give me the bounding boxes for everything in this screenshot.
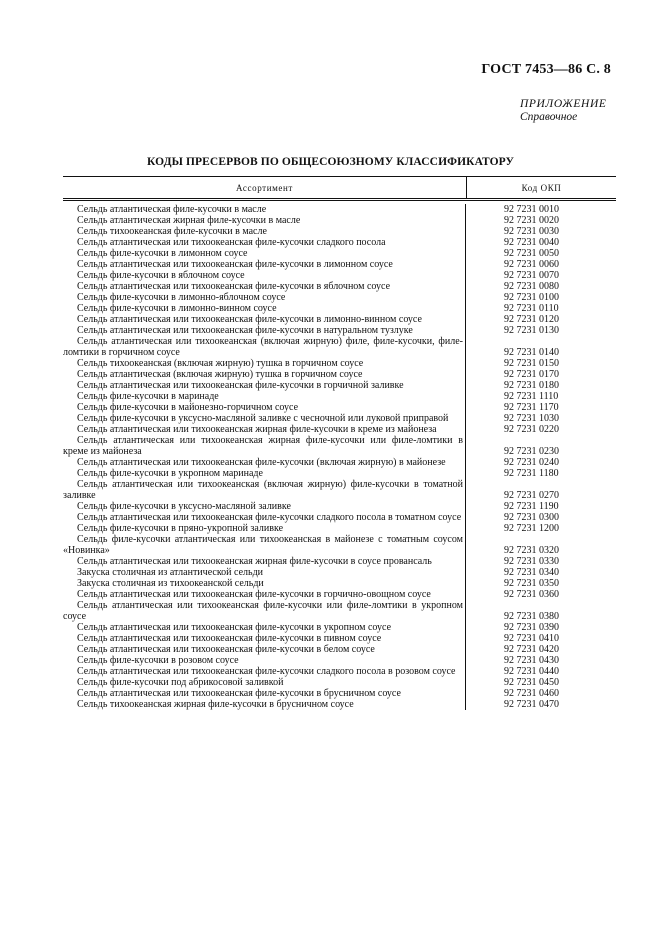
table-row bbox=[63, 303, 616, 314]
table-row bbox=[63, 523, 616, 534]
okp-code-cell: 92 7231 0010 bbox=[504, 204, 559, 215]
assortment-cell: Сельдь филе-кусочки в майонезно-горчичном соусе bbox=[63, 402, 466, 413]
table-row bbox=[63, 226, 616, 237]
table-row bbox=[63, 677, 616, 688]
okp-code-cell: 92 7231 1110 bbox=[504, 391, 559, 402]
table-row bbox=[63, 391, 616, 402]
table-row bbox=[63, 259, 616, 270]
okp-code-cell: 92 7231 1170 bbox=[504, 402, 559, 413]
assortment-cell: Сельдь атлантическая или тихоокеанская филе-кусочки в белом соусе bbox=[63, 644, 466, 655]
codes-table bbox=[63, 176, 616, 710]
table-row bbox=[63, 237, 616, 248]
table-row bbox=[63, 435, 616, 457]
assortment-cell: Сельдь атлантическая или тихоокеанская филе-кусочки (включая жирную) в майонезе bbox=[63, 457, 466, 468]
column-header-assortment: Ассортимент bbox=[63, 177, 467, 198]
assortment-cell: Сельдь атлантическая или тихоокеанская (включая жирную) филе-кусочки в томатной заливке bbox=[63, 479, 466, 501]
assortment-cell: Сельдь атлантическая жирная филе-кусочки в масле bbox=[63, 215, 466, 226]
assortment-cell: Сельдь атлантическая (включая жирную) тушка в горчичном соусе bbox=[63, 369, 466, 380]
assortment-cell: Сельдь филе-кусочки в лимонном соусе bbox=[63, 248, 466, 259]
assortment-cell: Сельдь атлантическая или тихоокеанская филе-кусочки сладкого посола bbox=[63, 237, 466, 248]
okp-code-cell: 92 7231 1030 bbox=[504, 413, 559, 424]
okp-code-cell: 92 7231 0350 bbox=[504, 578, 559, 589]
table-row bbox=[63, 501, 616, 512]
assortment-cell: Сельдь атлантическая или тихоокеанская жирная филе-кусочки в соусе провансаль bbox=[63, 556, 466, 567]
table-row bbox=[63, 655, 616, 666]
table-row bbox=[63, 248, 616, 259]
table-row bbox=[63, 325, 616, 336]
assortment-cell: Сельдь филе-кусочки в яблочном соусе bbox=[63, 270, 466, 281]
okp-code-cell: 92 7231 0270 bbox=[504, 490, 559, 501]
assortment-cell: Сельдь атлантическая или тихоокеанская филе-кусочки в натуральном тузлуке bbox=[63, 325, 466, 336]
assortment-cell: Сельдь филе-кусочки атлантическая или тихоокеанская в майонезе с томатным соусом «Новинка» bbox=[63, 534, 466, 556]
okp-code-cell: 92 7231 0450 bbox=[504, 677, 559, 688]
assortment-cell: Закуска столичная из тихоокеанской сельди bbox=[63, 578, 466, 589]
table-row bbox=[63, 270, 616, 281]
table-row bbox=[63, 468, 616, 479]
table-row bbox=[63, 699, 616, 710]
assortment-cell: Сельдь атлантическая или тихоокеанская жирная филе-кусочки или филе-ломтики в креме из майонеза bbox=[63, 435, 466, 457]
assortment-cell: Сельдь атлантическая или тихоокеанская филе-кусочки в пивном соусе bbox=[63, 633, 466, 644]
table-row bbox=[63, 413, 616, 424]
okp-code-cell: 92 7231 0470 bbox=[504, 699, 559, 710]
assortment-cell: Сельдь атлантическая или тихоокеанская филе-кусочки в лимонном соусе bbox=[63, 259, 466, 270]
table-row bbox=[63, 622, 616, 633]
table-row bbox=[63, 204, 616, 215]
okp-code-cell: 92 7231 0360 bbox=[504, 589, 559, 600]
table-row bbox=[63, 457, 616, 468]
okp-code-cell: 92 7231 0050 bbox=[504, 248, 559, 259]
okp-code-cell: 92 7231 0410 bbox=[504, 633, 559, 644]
okp-code-cell: 92 7231 0150 bbox=[504, 358, 559, 369]
okp-code-cell: 92 7231 0060 bbox=[504, 259, 559, 270]
okp-code-cell: 92 7231 0420 bbox=[504, 644, 559, 655]
page-reference: ГОСТ 7453—86 С. 8 bbox=[481, 62, 611, 77]
okp-code-cell: 92 7231 0100 bbox=[504, 292, 559, 303]
okp-code-cell: 92 7231 0020 bbox=[504, 215, 559, 226]
assortment-cell: Сельдь атлантическая филе-кусочки в масле bbox=[63, 204, 466, 215]
assortment-cell: Сельдь атлантическая или тихоокеанская жирная филе-кусочки в креме из майонеза bbox=[63, 424, 466, 435]
okp-code-cell: 92 7231 0440 bbox=[504, 666, 559, 677]
assortment-cell: Сельдь атлантическая или тихоокеанская филе-кусочки в лимонно-винном соусе bbox=[63, 314, 466, 325]
assortment-cell: Сельдь тихоокеанская (включая жирную) тушка в горчичном соусе bbox=[63, 358, 466, 369]
table-row bbox=[63, 589, 616, 600]
assortment-cell: Сельдь атлантическая или тихоокеанская (включая жирную) филе, филе-кусочки, филе-ломтики в горчичном соусе bbox=[63, 336, 466, 358]
table-row bbox=[63, 567, 616, 578]
assortment-cell: Сельдь тихоокеанская жирная филе-кусочки в брусничном соусе bbox=[63, 699, 466, 710]
okp-code-cell: 92 7231 0320 bbox=[504, 545, 559, 556]
okp-code-cell: 92 7231 0180 bbox=[504, 380, 559, 391]
table-row bbox=[63, 369, 616, 380]
okp-code-cell: 92 7231 0380 bbox=[504, 611, 559, 622]
okp-code-cell: 92 7231 1190 bbox=[504, 501, 559, 512]
document-title: КОДЫ ПРЕСЕРВОВ ПО ОБЩЕСОЮЗНОМУ КЛАССИФИКАТОРУ bbox=[146, 156, 515, 168]
assortment-cell: Сельдь атлантическая или тихоокеанская филе-кусочки в брусничном соусе bbox=[63, 688, 466, 699]
okp-code-cell: 92 7231 1200 bbox=[504, 523, 559, 534]
assortment-cell: Сельдь филе-кусочки в маринаде bbox=[63, 391, 466, 402]
okp-code-cell: 92 7231 0390 bbox=[504, 622, 559, 633]
table-row bbox=[63, 556, 616, 567]
assortment-cell: Сельдь филе-кусочки под абрикосовой заливкой bbox=[63, 677, 466, 688]
appendix-label-block bbox=[520, 98, 606, 124]
table-row bbox=[63, 578, 616, 589]
table-row bbox=[63, 666, 616, 677]
assortment-cell: Сельдь филе-кусочки в уксусно-масляной заливке bbox=[63, 501, 466, 512]
table-row bbox=[63, 215, 616, 226]
assortment-cell: Сельдь филе-кусочки в укропном маринаде bbox=[63, 468, 466, 479]
okp-code-cell: 92 7231 0080 bbox=[504, 281, 559, 292]
okp-code-cell: 92 7231 0330 bbox=[504, 556, 559, 567]
table-body bbox=[63, 201, 616, 710]
assortment-cell: Сельдь атлантическая или тихоокеанская филе-кусочки в укропном соусе bbox=[63, 622, 466, 633]
okp-code-cell: 92 7231 0120 bbox=[504, 314, 559, 325]
okp-code-cell: 92 7231 0140 bbox=[504, 347, 559, 358]
okp-code-cell: 92 7231 0460 bbox=[504, 688, 559, 699]
okp-code-cell: 92 7231 0110 bbox=[504, 303, 559, 314]
assortment-cell: Сельдь филе-кусочки в розовом соусе bbox=[63, 655, 466, 666]
assortment-cell: Сельдь филе-кусочки в лимонно-винном соусе bbox=[63, 303, 466, 314]
assortment-cell: Сельдь тихоокеанская филе-кусочки в масле bbox=[63, 226, 466, 237]
assortment-cell: Сельдь атлантическая или тихоокеанская филе-кусочки сладкого посола в розовом соусе bbox=[63, 666, 466, 677]
table-row bbox=[63, 380, 616, 391]
table-row bbox=[63, 534, 616, 556]
okp-code-cell: 92 7231 0340 bbox=[504, 567, 559, 578]
table-row bbox=[63, 281, 616, 292]
assortment-cell: Сельдь атлантическая или тихоокеанская филе-кусочки сладкого посола в томатном соусе bbox=[63, 512, 466, 523]
okp-code-cell: 92 7231 0070 bbox=[504, 270, 559, 281]
assortment-cell: Закуска столичная из атлантической сельди bbox=[63, 567, 466, 578]
table-row bbox=[63, 479, 616, 501]
table-row bbox=[63, 402, 616, 413]
okp-code-cell: 92 7231 0430 bbox=[504, 655, 559, 666]
okp-code-cell: 92 7231 0300 bbox=[504, 512, 559, 523]
table-row bbox=[63, 644, 616, 655]
assortment-cell: Сельдь атлантическая или тихоокеанская филе-кусочки в горчично-овощном соусе bbox=[63, 589, 466, 600]
table-row bbox=[63, 688, 616, 699]
assortment-cell: Сельдь филе-кусочки в уксусно-масляной заливке с чесночной или луковой приправой bbox=[63, 413, 466, 424]
okp-code-cell: 92 7231 0230 bbox=[504, 446, 559, 457]
table-row bbox=[63, 600, 616, 622]
column-header-okp-code: Код ОКП bbox=[521, 182, 562, 193]
okp-code-cell: 92 7231 0220 bbox=[504, 424, 559, 435]
table-row bbox=[63, 512, 616, 523]
okp-code-cell: 92 7231 1180 bbox=[504, 468, 559, 479]
table-header bbox=[63, 176, 616, 201]
appendix-label: ПРИЛОЖЕНИЕ bbox=[520, 98, 607, 110]
okp-code-cell: 92 7231 0030 bbox=[504, 226, 559, 237]
table-row bbox=[63, 292, 616, 303]
table-row bbox=[63, 336, 616, 358]
okp-code-cell: 92 7231 0240 bbox=[504, 457, 559, 468]
okp-code-cell: 92 7231 0130 bbox=[504, 325, 559, 336]
okp-code-cell: 92 7231 0170 bbox=[504, 369, 559, 380]
assortment-cell: Сельдь атлантическая или тихоокеанская филе-кусочки в горчичной заливке bbox=[63, 380, 466, 391]
table-row bbox=[63, 314, 616, 325]
assortment-cell: Сельдь атлантическая или тихоокеанская филе-кусочки в яблочном соусе bbox=[63, 281, 466, 292]
assortment-cell: Сельдь атлантическая или тихоокеанская филе-кусочки или филе-ломтики в укропном соусе bbox=[63, 600, 466, 622]
assortment-cell: Сельдь филе-кусочки в пряно-укропной заливке bbox=[63, 523, 466, 534]
table-row bbox=[63, 358, 616, 369]
table-row bbox=[63, 424, 616, 435]
table-row bbox=[63, 633, 616, 644]
appendix-type: Справочное bbox=[520, 111, 578, 123]
assortment-cell: Сельдь филе-кусочки в лимонно-яблочном соусе bbox=[63, 292, 466, 303]
okp-code-cell: 92 7231 0040 bbox=[504, 237, 559, 248]
